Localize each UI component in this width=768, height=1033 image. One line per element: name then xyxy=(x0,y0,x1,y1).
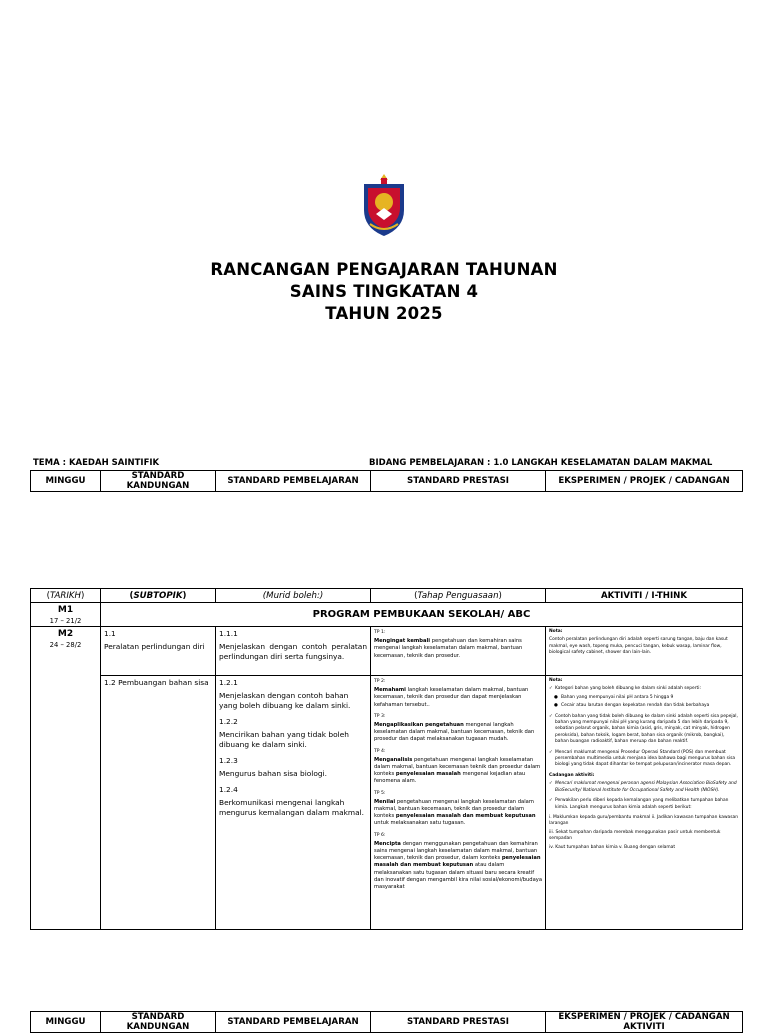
note-1: Nota: Contoh peralatan perlindungan diri adalah seperti sarung tangan, baju dan kasut makmal, eye wash, topeng muka, pencuci tangan, kebuk wasap, laminar flow, biological safety cabinet, shower dan lain-lain. xyxy=(546,627,743,676)
col-minggu: MINGGU xyxy=(31,471,101,492)
header-table-bottom xyxy=(30,1011,743,1033)
week-m2 xyxy=(31,627,101,930)
col-standard-pembelajaran: STANDARD PEMBELAJARAN xyxy=(216,1012,371,1033)
sub-tarikh: (TARIKH) xyxy=(31,589,101,603)
school-crest-logo xyxy=(360,172,408,240)
week-date: 24 – 28/2 xyxy=(49,641,82,649)
col-minggu: MINGGU xyxy=(31,1012,101,1033)
week-number: M1 xyxy=(57,605,74,615)
tp-2-6: TP 2: Memahami langkah keselamatan dalam makmal, bantuan kecemasan, teknik dan prosedur dan dapat menjelaskan kefahaman tersebut.. TP 3: Mengaplikasikan pengetahuan mengenai langkah keselamatan dalam makmal, bantuan kecemasan, teknik dan prosedur dan dapat melaksanakan tugasan mudah. TP 4: Menganalisis pengetahuan mengenai langkah keselamatan dalam makmal, bantuan kecemasan teknik dan prosedur dalam konteks penyelesaian masalah mengenai kejadian atau fenomena alam. TP 5: Menilai pengetahuan mengenai langkah keselamatan dalam makmal, bantuan kecemasan, teknik dan prosedur dalam konteks penyelesaian masalah dan membuat keputusan untuk melaksanakan satu tugasan. TP 6: Mencipta dengan menggunakan pengetahuan dan kemahiran sains mengenai langkah keselamatan dalam makmal, bantuan kecemasan, teknik dan prosedur, dalam konteks penyelesaian masalah dan membuat keputusan atau dalam melaksanakan satu tugasan dalam situasi baru secara kreatif dan inovatif dengan mengambil kira nilai sosial/ekonomi/budaya masyarakat xyxy=(371,676,546,930)
sk-1-2: 1.2 Pembuangan bahan sisa xyxy=(101,676,216,930)
sub-murid: (Murid boleh:) xyxy=(216,589,371,603)
col-standard-pembelajaran: STANDARD PEMBELAJARAN xyxy=(216,471,371,492)
bidang-label: BIDANG PEMBELAJARAN : 1.0 LANGKAH KESELAMATAN DALAM MAKMAL xyxy=(369,458,713,468)
col-eksperimen: EKSPERIMEN / PROJEK / CADANGAN xyxy=(546,471,743,492)
main-plan-table xyxy=(30,588,743,930)
col-eksperimen: EKSPERIMEN / PROJEK / CADANGAN AKTIVITI xyxy=(546,1012,743,1033)
tema-label: TEMA : KAEDAH SAINTIFIK xyxy=(33,458,160,468)
sub-aktiviti: AKTIVITI / I-THINK xyxy=(546,589,743,603)
tp-1: TP 1: Mengingat kembali pengetahuan dan kemahiran sains mengenai langkah keselamatan dalam makmal, bantuan kecemasan, teknik dan prosedur. xyxy=(371,627,546,676)
note-2: Nota: ✓ Kategori bahan yang boleh dibuang ke dalam sinki adalah seperti: ● Bahan yang mempunyai nilai pH antara 5 hingga 9 ● Cecair atau larutan dengan kepekatan rendah dan tidak berbahaya ✓ Contoh bahan yang tidak boleh dibuang ke dalam sinki adalah seperti sisa pepejal, bahan yang mempunyai nilai pH yang kurang daripada 5 dan lebih daripada 9, sebatian pelarut organik, bahan kimia (asid, gris, minyak, cat minyak, hidrogen peroksida), bahan toksik, logam berat, bahan sisa organik (mikrob, bangkai), bahan buangan radioaktif, bahan meruap dan bahan reaktif. ✓ Mencari maklumat mengenai Prosedur Operasi Standard (POS) dan membuat persembahan multimedia untuk menjana idea bahawa bagi mengurus bahan sisa biologi yang tidak dapat dihantar ke tempat pelupusan/incinerator masa depan. Cadangan aktiviti: ✓ Mencari maklumat mengenai peranan agensi Malaysian Association BioSafety and BioSecurity/ National Institute for Occupational Safety and Health (NIOSH). ✓ Perwakilan perlu diberi kepada kemalangan yang melibatkan tumpahan bahan kimia. Langkah mengurus bahan kimia adalah seperti berikut: i. Maklumkan kepada guru/pembantu makmal ii. Jadikan kawasan tumpahan kawasan larangan iii. Sekat tumpahan daripada merebak menggunakan pasir untuk membentuk sempadan iv. Kaut tumpahan bahan kimia v. Buang dengan selamat xyxy=(546,676,743,930)
col-standard-prestasi: STANDARD PRESTASI xyxy=(371,471,546,492)
doc-title-line2: SAINS TINGKATAN 4 xyxy=(289,282,479,301)
sub-tahap: (Tahap Penguasaan) xyxy=(371,589,546,603)
sp-1-1-1: 1.1.1 Menjelaskan dengan contoh peralatan perlindungan diri serta fungsinya. xyxy=(216,627,371,676)
sp-1-2: 1.2.1 Menjelaskan dengan contoh bahan yang boleh dibuang ke dalam sinki. 1.2.2 Mencirikan bahan yang tidak boleh dibuang ke dalam sinki. 1.2.3 Mengurus bahan sisa biologi. 1.2.4 Berkomunikasi mengenai langkah mengurus kemalangan dalam makmal. xyxy=(216,676,371,930)
sub-subtopik: (SUBTOPIK) xyxy=(101,589,216,603)
week-number: M2 xyxy=(57,629,74,639)
col-standard-prestasi: STANDARD PRESTASI xyxy=(371,1012,546,1033)
doc-title-line3: TAHUN 2025 xyxy=(325,304,443,323)
col-standard-kandungan: STANDARD KANDUNGAN xyxy=(101,1012,216,1033)
week-date: 17 – 21/2 xyxy=(49,617,82,625)
header-table-top xyxy=(30,470,743,492)
col-standard-kandungan: STANDARD KANDUNGAN xyxy=(101,471,216,492)
doc-title-line1: RANCANGAN PENGAJARAN TAHUNAN xyxy=(210,260,558,279)
program-banner: PROGRAM PEMBUKAAN SEKOLAH/ ABC xyxy=(101,603,743,627)
sk-1-1: 1.1 Peralatan perlindungan diri xyxy=(101,627,216,676)
week-m1 xyxy=(31,603,101,627)
